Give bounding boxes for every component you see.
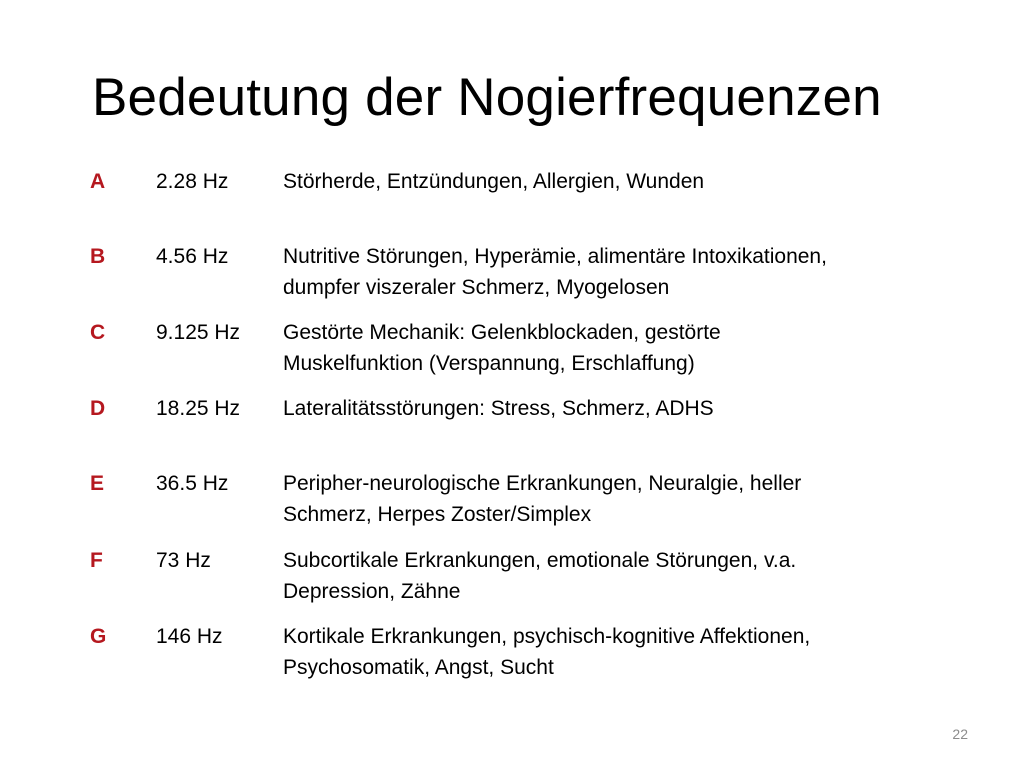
row-frequency: 146 Hz <box>156 625 223 648</box>
row-frequency: 36.5 Hz <box>156 472 229 495</box>
row-letter: E <box>90 472 105 495</box>
row-description <box>283 241 973 303</box>
row-frequency: 2.28 Hz <box>156 170 229 193</box>
page-number: 22 <box>952 726 968 742</box>
row-description <box>283 166 973 197</box>
row-frequency: 18.25 Hz <box>156 397 241 420</box>
row-description <box>283 317 973 379</box>
row-letter: C <box>90 321 106 344</box>
row-description-line: Lateralitätsstörungen: Stress, Schmerz, ADHS <box>283 397 714 420</box>
row-description-line: Schmerz, Herpes Zoster/Simplex <box>283 503 592 526</box>
row-description-line: Nutritive Störungen, Hyperämie, alimentäre Intoxikationen, <box>283 245 827 268</box>
row-description-line: Muskelfunktion (Verspannung, Erschlaffung) <box>283 352 695 375</box>
row-description-line: Depression, Zähne <box>283 580 461 603</box>
row-description-line: Gestörte Mechanik: Gelenkblockaden, gestörte <box>283 321 721 344</box>
row-description-line: dumpfer viszeraler Schmerz, Myogelosen <box>283 276 670 299</box>
row-description-line: Peripher-neurologische Erkrankungen, Neuralgie, heller <box>283 472 802 495</box>
row-description-line: Kortikale Erkrankungen, psychisch-kognitive Affektionen, <box>283 625 811 648</box>
row-description <box>283 621 973 683</box>
row-description-line: Subcortikale Erkrankungen, emotionale Störungen, v.a. <box>283 549 797 572</box>
row-description-line: Störherde, Entzündungen, Allergien, Wunden <box>283 170 705 193</box>
row-description-line: Psychosomatik, Angst, Sucht <box>283 656 554 679</box>
row-description <box>283 393 973 424</box>
row-description <box>283 468 973 530</box>
row-description <box>283 545 973 607</box>
row-frequency: 4.56 Hz <box>156 245 229 268</box>
slide-title: Bedeutung der Nogierfrequenzen <box>92 68 882 127</box>
row-letter: G <box>90 625 107 648</box>
row-letter: F <box>90 549 103 572</box>
row-frequency: 9.125 Hz <box>156 321 241 344</box>
row-frequency: 73 Hz <box>156 549 211 572</box>
row-letter: A <box>90 170 106 193</box>
row-letter: B <box>90 245 106 268</box>
row-letter: D <box>90 397 106 420</box>
